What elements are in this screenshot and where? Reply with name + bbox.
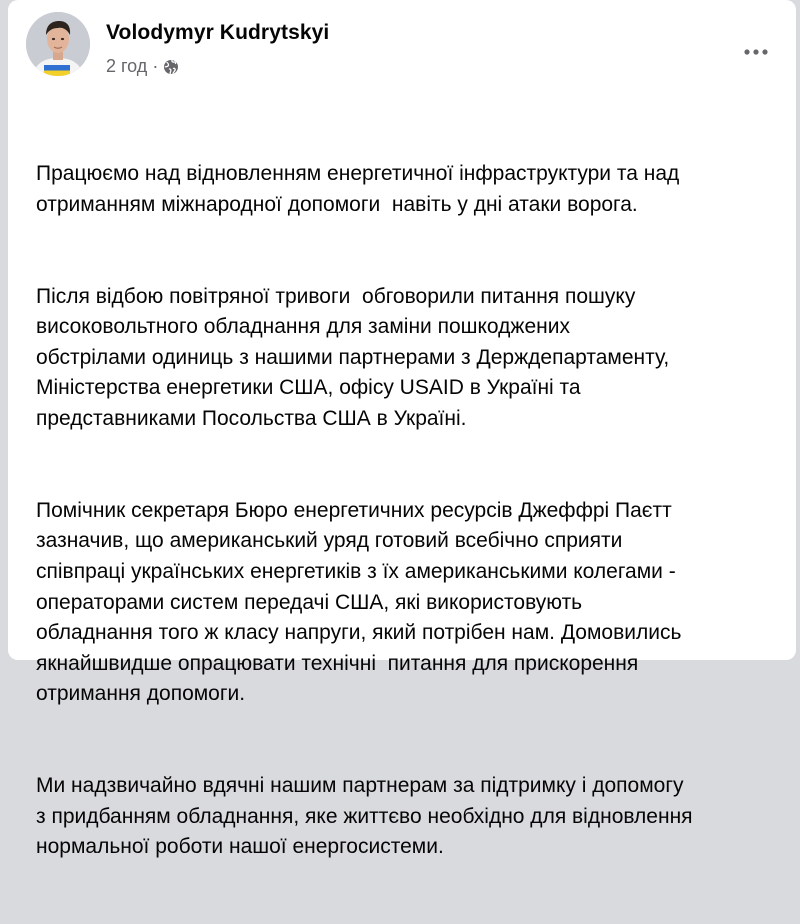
globe-icon[interactable] (163, 59, 179, 75)
post-paragraph: Ми надзвичайно вдячні нашим партнерам за підтримку і допомогу з придбанням обладнання, яке життєво необхідно для відновлення нормальної роботи нашої енергосистеми. (36, 774, 693, 859)
avatar[interactable] (26, 12, 90, 76)
post-card (8, 0, 796, 859)
post-text (36, 98, 796, 924)
more-options-icon[interactable] (736, 38, 776, 66)
post-paragraph: Після відбою повітряної тривоги обговорили питання пошуку високовольтного обладнання для заміни пошкоджених обстрілами одиниць з нашими партнерами з Держдепартаменту, Міністерства енергетики США, офісу USAID в Україні та представниками Посольства США в Україні. (36, 284, 670, 430)
post-paragraph: Працюємо над відновленням енергетичної інфраструктури та над отриманням міжнародної допомоги навіть у дні атаки ворога. (36, 162, 680, 216)
avatar-image (26, 12, 90, 76)
post-meta (106, 56, 179, 77)
meta-separator: · (152, 56, 159, 76)
post-header (26, 12, 778, 82)
post-time[interactable]: 2 год (106, 56, 148, 76)
author-name[interactable]: Volodymyr Kudrytskyi (106, 21, 330, 44)
post-paragraph: Помічник секретаря Бюро енергетичних ресурсів Джеффрі Паєтт зазначив, що американський уряд готовий всебічно сприяти співпраці українських енергетиків з їх американськими колегами - операторами систем передачі США, які використовують обладнання того ж класу напруги, який потрібен нам. Домовились якнайшвидше опрацювати технічні питання для прискорення отримання допомоги. (36, 498, 682, 706)
